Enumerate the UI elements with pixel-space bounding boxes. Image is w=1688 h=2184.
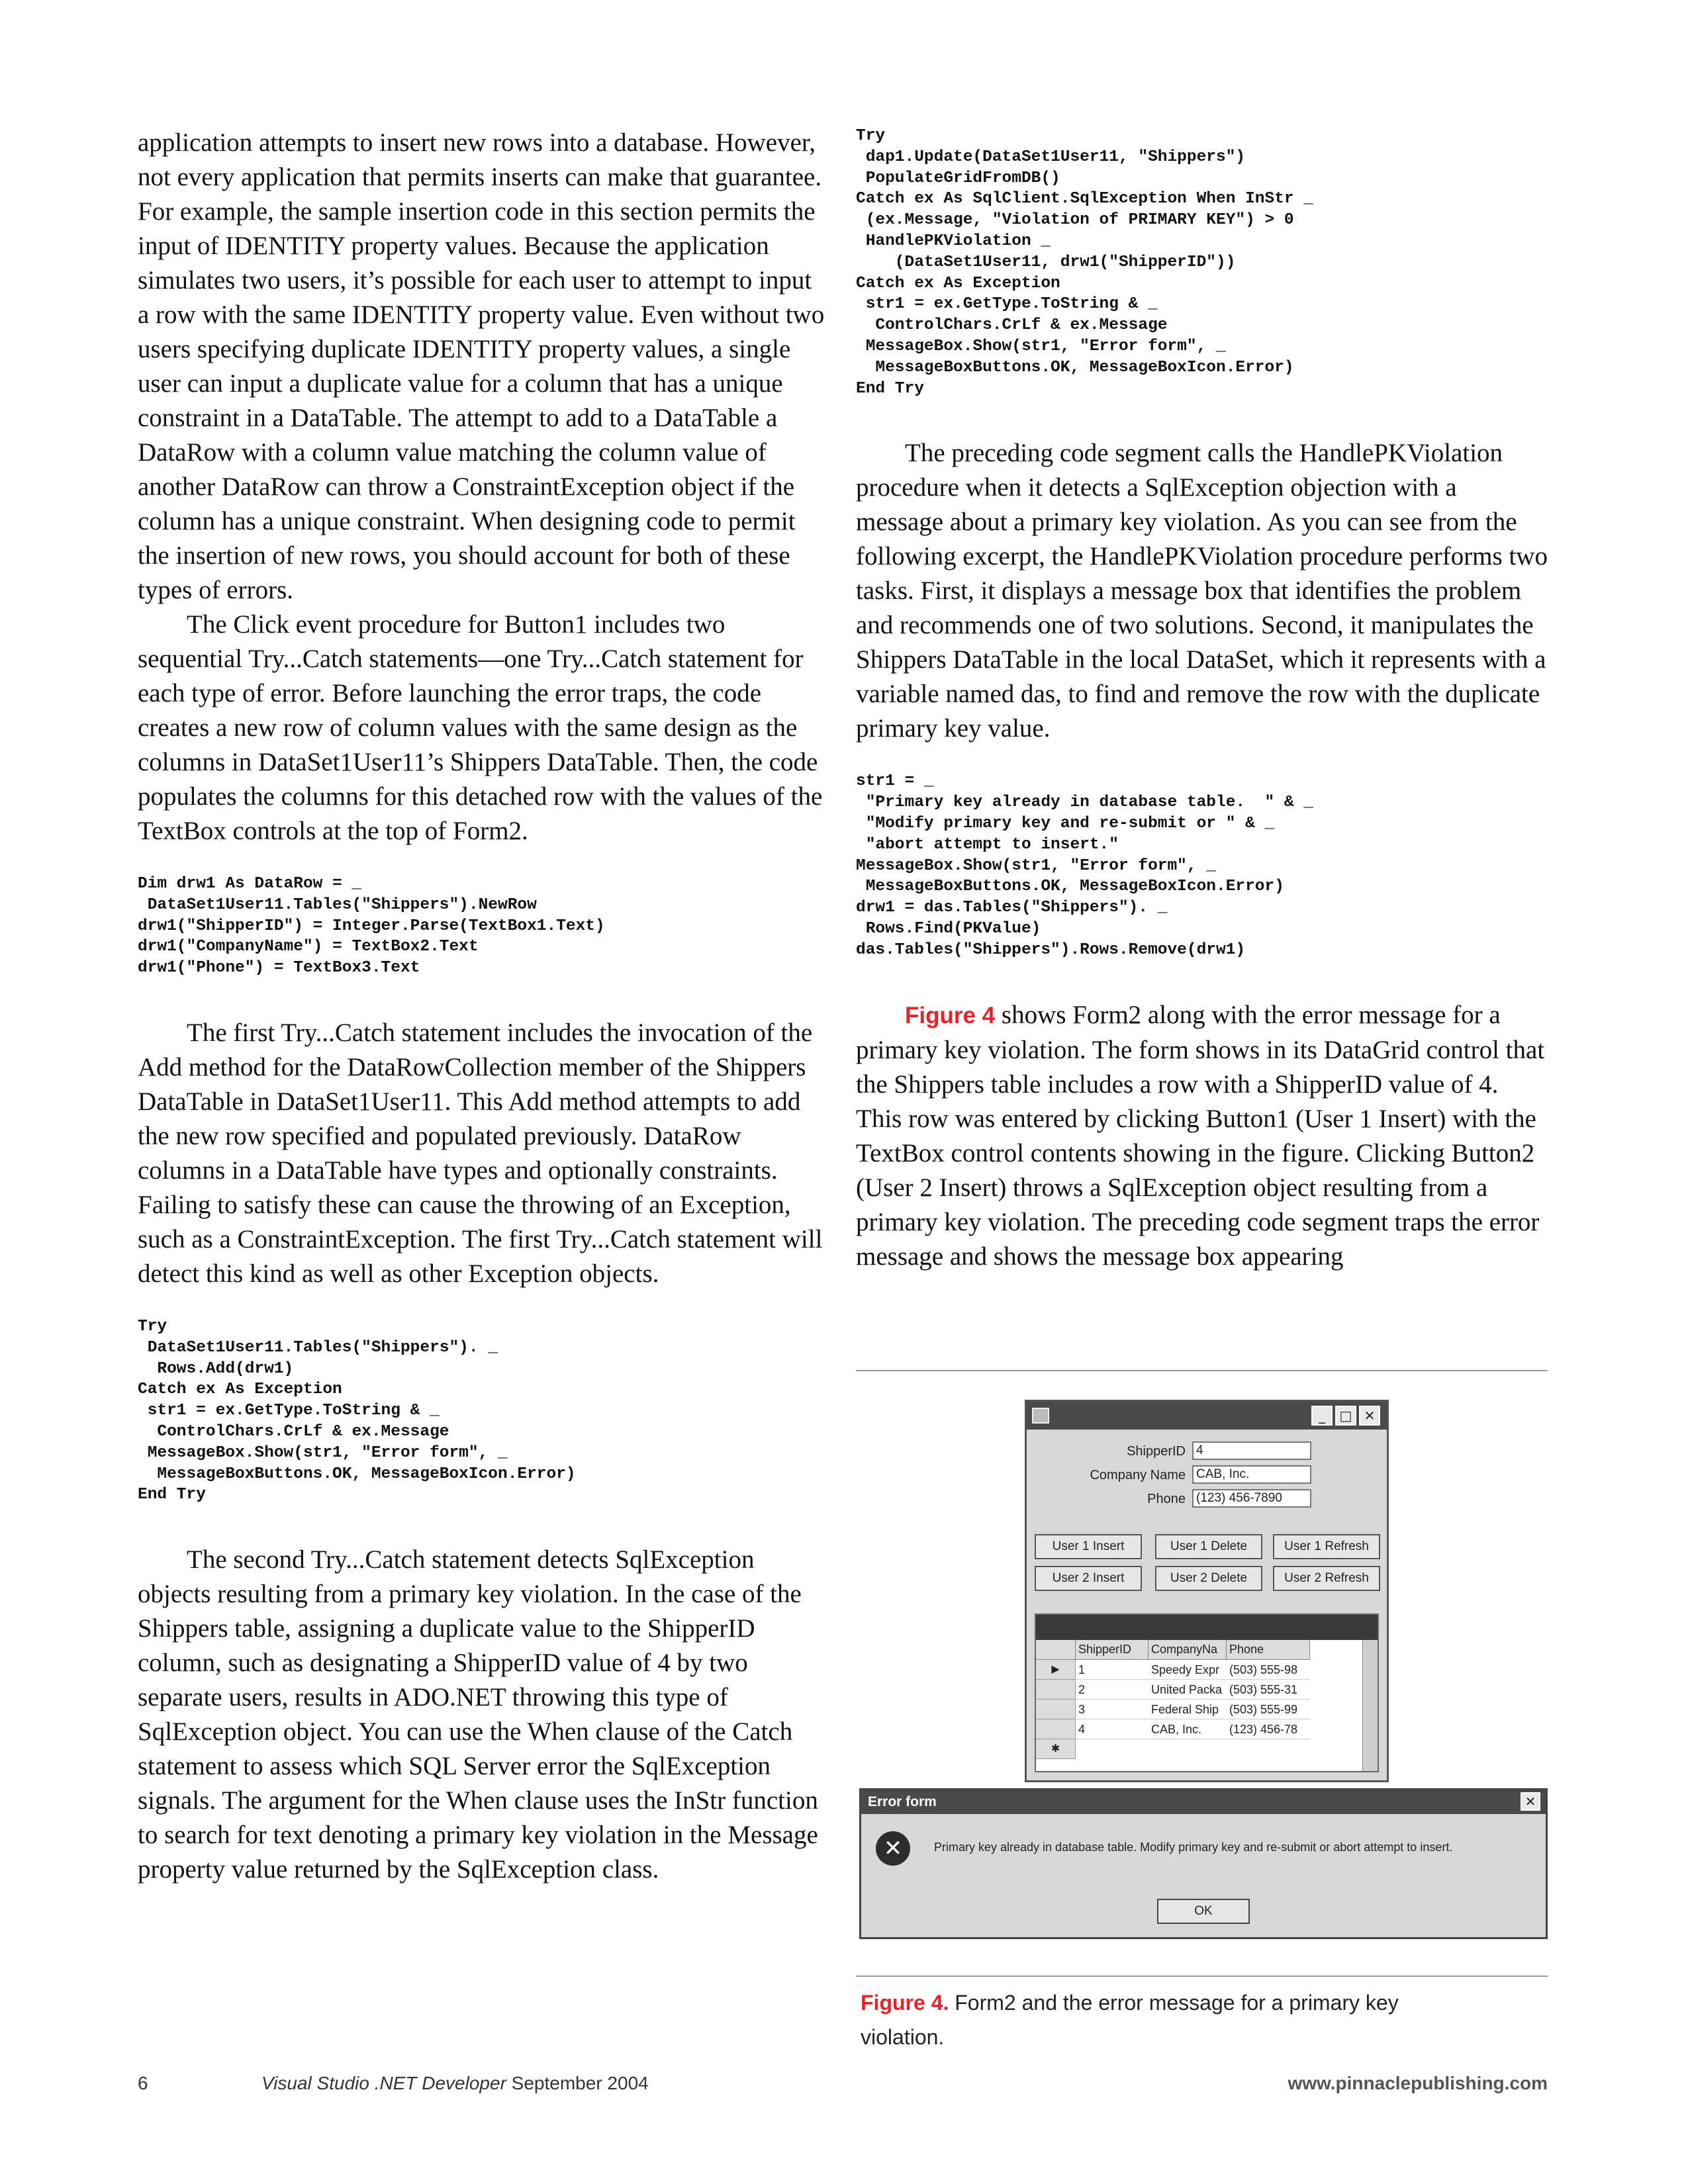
table-cell[interactable]: 3	[1076, 1700, 1149, 1719]
figure-caption-label: Figure 4.	[861, 1991, 949, 2015]
datagrid-caption	[1036, 1615, 1378, 1640]
company-name-input[interactable]: CAB, Inc.	[1192, 1465, 1311, 1484]
body-paragraph: The Click event procedure for Button1 includes two sequential Try...Catch statements—one Try...Catch statement for each type of error. Before launching the error traps, the code creates a new row of column values with the same design as the columns in DataSet1User11’s Shippers DataTable. Then, the code populates the columns for this detached row with the values of the TextBox controls at the top of Form2.	[138, 610, 823, 845]
body-paragraph: The first Try...Catch statement includes the invocation of the Add method for the DataRowCollection member of the Shippers DataTable in DataSet1User11. This Add method attempts to add the new row specified and populated previously. DataRow columns in a DataTable have types and optionally constraints. Failing to satisfy these can cause the throwing of an Exception, such as a ConstraintException. The first Try...Catch statement will detect this kind as well as other Exception objects.	[138, 1018, 823, 1288]
user1-delete-button[interactable]: User 1 Delete	[1155, 1534, 1262, 1559]
column-header[interactable]: Phone	[1227, 1640, 1310, 1660]
row-header	[1036, 1719, 1076, 1739]
column-header[interactable]: CompanyNa	[1149, 1640, 1227, 1660]
publication-title: Visual Studio .NET Developer	[261, 2073, 506, 2093]
row-header-corner	[1036, 1640, 1076, 1660]
row-header	[1036, 1680, 1076, 1700]
body-paragraph: application attempts to insert new rows into a database. However, not every application that permits inserts can make that guarantee. For example, the sample insertion code in this section permits the input of IDENTITY property values. Because the application simulates two users, it’s possible for each user to attempt to input a row with the same IDENTITY property value. Even without two users specifying duplicate IDENTITY property values, a single user can input a duplicate value for a column that has a unique constraint in a DataTable. The attempt to add to a DataTable a DataRow with a column value matching the column value of another DataRow can throw a ConstraintException object if the column has a unique constraint. When designing code to permit the insertion of new rows, you should account for both of these types of errors.	[138, 128, 825, 604]
phone-input[interactable]: (123) 456-7890	[1192, 1489, 1311, 1508]
figure-reference-link[interactable]: Figure 4	[905, 1002, 996, 1028]
table-cell[interactable]: (123) 456-78	[1227, 1719, 1310, 1739]
publication-date: September 2004	[506, 2073, 649, 2093]
row-header	[1036, 1700, 1076, 1719]
user2-insert-button[interactable]: User 2 Insert	[1035, 1566, 1142, 1591]
code-block: Dim drw1 As DataRow = _ DataSet1User11.Tables("Shippers").NewRow drw1("ShipperID") = Integer.Parse(TextBox1.Text) drw1("CompanyName") = TextBox2.Text drw1("Phone") = TextBox3.Text	[138, 875, 605, 978]
ok-button[interactable]: OK	[1157, 1899, 1250, 1924]
error-dialog-title: Error form	[861, 1790, 1546, 1814]
shippers-datagrid[interactable]	[1035, 1614, 1379, 1772]
table-cell[interactable]: CAB, Inc.	[1149, 1719, 1227, 1739]
new-row-icon: ✱	[1036, 1739, 1076, 1759]
body-paragraph: The second Try...Catch statement detects SqlException objects resulting from a primary key violation. In the case of the Shippers table, assigning a duplicate value to the ShipperID column, such as designating a ShipperID value of 4 by two separate users, results in ADO.NET throwing this type of SqlException object. You can use the When clause of the Catch statement to assess which SQL Server error the SqlException signals. The argument for the When clause uses the InStr function to search for text denoting a primary key violation in the Message property value returned by the SqlException class.	[138, 1545, 818, 1884]
form2-window	[1025, 1400, 1389, 1782]
table-cell[interactable]: 2	[1076, 1680, 1149, 1700]
user2-delete-button[interactable]: User 2 Delete	[1155, 1566, 1262, 1591]
publication-line	[261, 2073, 649, 2094]
figure-caption-text: Form2 and the error message for a primary key violation.	[861, 1991, 1399, 2049]
shipper-id-input[interactable]: 4	[1192, 1441, 1311, 1460]
left-column	[138, 126, 826, 1887]
figure-top-rule	[856, 1370, 1548, 1371]
user1-insert-button[interactable]: User 1 Insert	[1035, 1534, 1142, 1559]
figure-bottom-rule	[856, 1976, 1548, 1977]
error-icon: ✕	[876, 1831, 910, 1866]
shipper-id-label: ShipperID	[1127, 1444, 1186, 1459]
table-cell[interactable]: Speedy Expr	[1149, 1660, 1227, 1680]
code-block: Try dap1.Update(DataSet1User11, "Shippers") PopulateGridFromDB() Catch ex As SqlClient.SqlException When InStr _ (ex.Message, "Violation of PRIMARY KEY") > 0 HandlePKViolation _ (DataSet1User11, drw1("ShipperID")) Catch ex As Exception str1 = ex.GetType.ToString & _ ControlChars.CrLf & ex.Message MessageBox.Show(str1, "Error form", _ MessageBoxButtons.OK, MessageBoxIcon.Error) End Try	[856, 127, 1314, 398]
error-message: Primary key already in database table. Modify primary key and re-submit or abort attempt to insert.	[934, 1841, 1453, 1854]
close-icon[interactable]: ✕	[1521, 1792, 1540, 1811]
table-cell[interactable]: Federal Ship	[1149, 1700, 1227, 1719]
table-cell[interactable]: United Packa	[1149, 1680, 1227, 1700]
table-cell[interactable]: (503) 555-98	[1227, 1660, 1310, 1680]
column-header[interactable]: ShipperID	[1076, 1640, 1149, 1660]
body-paragraph: The preceding code segment calls the HandlePKViolation procedure when it detects a SqlException objection with a message about a primary key violation. As you can see from the following excerpt, the HandlePKViolation procedure performs two tasks. First, it displays a message box that identifies the problem and recommends one of two solutions. Second, it manipulates the Shippers DataTable in the local DataSet, which it represents with a variable named das, to find and remove the row with the duplicate primary key value.	[856, 439, 1548, 743]
table-cell[interactable]: (503) 555-99	[1227, 1700, 1310, 1719]
user2-refresh-button[interactable]: User 2 Refresh	[1273, 1566, 1380, 1591]
error-dialog	[859, 1788, 1548, 1939]
table-cell[interactable]: 4	[1076, 1719, 1149, 1739]
user1-refresh-button[interactable]: User 1 Refresh	[1273, 1534, 1380, 1559]
current-row-icon: ▶	[1036, 1660, 1076, 1680]
table-cell[interactable]: (503) 555-31	[1227, 1680, 1310, 1700]
code-block: str1 = _ "Primary key already in database table. " & _ "Modify primary key and re-submit or " & _ "abort attempt to insert." MessageBox.Show(str1, "Error form", _ MessageBoxButtons.OK, MessageBoxIcon.Error) drw1 = das.Tables("Shippers"). _ Rows.Find(PKValue) das.Tables("Shippers").Rows.Remove(drw1)	[856, 772, 1314, 959]
phone-label: Phone	[1147, 1492, 1186, 1506]
body-paragraph: Figure 4 shows Form2 along with the error message for a primary key violation. The form shows in its DataGrid control that the Shippers table includes a row with a ShipperID value of 4. This row was entered by clicking Button1 (User 1 Insert) with the TextBox control contents showing in the figure. Clicking Button2 (User 2 Insert) throws a SqlException object resulting from a primary key violation. The preceding code segment traps the error message and shows the message box appearing	[856, 1000, 1545, 1271]
table-cell[interactable]: 1	[1076, 1660, 1149, 1680]
code-block: Try DataSet1User11.Tables("Shippers"). _ Rows.Add(drw1) Catch ex As Exception str1 = ex.GetType.ToString & _ ControlChars.CrLf & ex.Message MessageBox.Show(str1, "Error form", _ MessageBoxButtons.OK, MessageBoxIcon.Error) End Try	[138, 1317, 576, 1504]
datagrid-scrollbar[interactable]	[1362, 1640, 1378, 1771]
form2-titlebar	[1027, 1402, 1387, 1430]
minimize-icon[interactable]: _	[1311, 1406, 1333, 1426]
window-icon	[1032, 1408, 1049, 1424]
maximize-icon[interactable]: □	[1335, 1406, 1356, 1426]
page-number: 6	[138, 2073, 148, 2093]
right-column	[856, 126, 1548, 1274]
figure-caption	[861, 1985, 1456, 2054]
website-link[interactable]: www.pinnaclepublishing.com	[1288, 2073, 1548, 2093]
company-name-label: Company Name	[1090, 1468, 1186, 1482]
close-icon[interactable]: ✕	[1359, 1406, 1380, 1426]
